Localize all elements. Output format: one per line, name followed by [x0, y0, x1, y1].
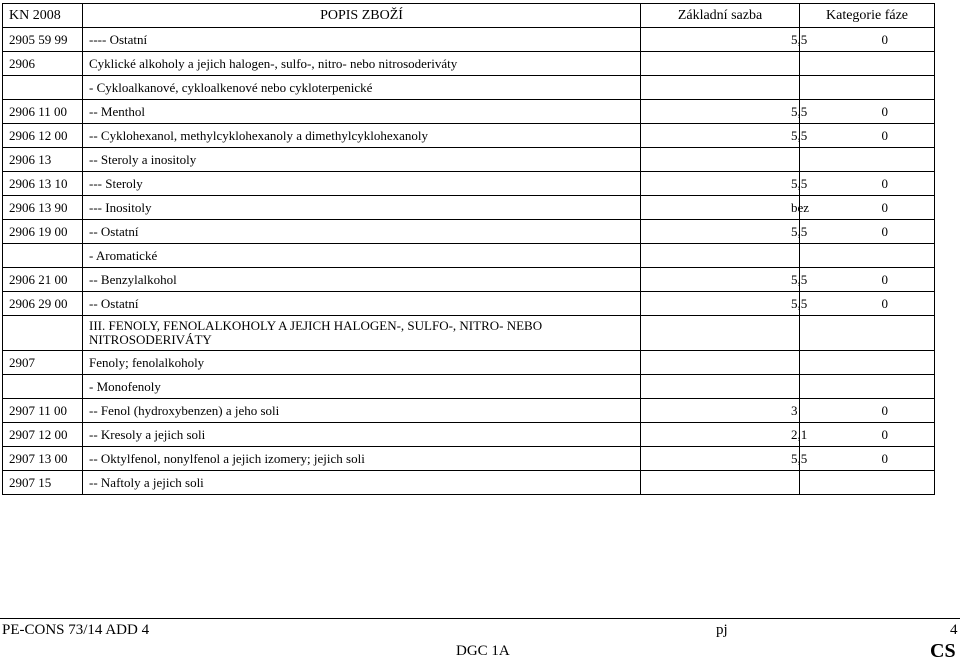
- cell-description: ---- Ostatní: [83, 28, 641, 52]
- cell-description: --- Inositoly: [83, 196, 641, 220]
- cell-kn: 2907 12 00: [3, 423, 83, 447]
- cell-base-rate: [641, 316, 800, 351]
- table-row: [3, 76, 935, 100]
- cell-description: - Monofenoly: [83, 375, 641, 399]
- cell-description: Fenoly; fenolalkoholy: [83, 351, 641, 375]
- cell-kn: 2906 21 00: [3, 268, 83, 292]
- cell-kn: 2907 11 00: [3, 399, 83, 423]
- cell-description: -- Naftoly a jejich soli: [83, 471, 641, 495]
- cell-kn: 2906 13 90: [3, 196, 83, 220]
- table-row: [3, 351, 935, 375]
- table-row: [3, 124, 935, 148]
- cell-description: - Aromatické: [83, 244, 641, 268]
- cell-description: III. FENOLY, FENOLALKOHOLY A JEJICH HALOGEN-, SULFO-, NITRO- NEBO NITROSODERIVÁTY: [83, 316, 641, 351]
- table-row: [3, 244, 935, 268]
- cell-description: -- Cyklohexanol, methylcyklohexanoly a dimethylcyklohexanoly: [83, 124, 641, 148]
- cell-description: -- Menthol: [83, 100, 641, 124]
- cell-staging-category: 0: [800, 124, 935, 148]
- tariff-table: [2, 3, 935, 495]
- table-row: [3, 471, 935, 495]
- footer-dgc: DGC 1A: [456, 643, 510, 659]
- table-row: [3, 399, 935, 423]
- cell-staging-category: 0: [800, 423, 935, 447]
- cell-kn: 2906 13 10: [3, 172, 83, 196]
- table-row: [3, 423, 935, 447]
- cell-staging-category: [800, 148, 935, 172]
- cell-staging-category: 0: [800, 196, 935, 220]
- cell-base-rate: 5,5: [641, 268, 800, 292]
- cell-kn: [3, 244, 83, 268]
- cell-staging-category: 0: [800, 292, 935, 316]
- cell-base-rate: 5,5: [641, 28, 800, 52]
- cell-base-rate: 5,5: [641, 447, 800, 471]
- cell-base-rate: 5,5: [641, 100, 800, 124]
- cell-description: -- Benzylalkohol: [83, 268, 641, 292]
- cell-base-rate: [641, 148, 800, 172]
- cell-kn: 2907 15: [3, 471, 83, 495]
- cell-description: -- Ostatní: [83, 292, 641, 316]
- cell-kn: 2906 12 00: [3, 124, 83, 148]
- table-row: [3, 52, 935, 76]
- cell-staging-category: [800, 351, 935, 375]
- table-row: [3, 196, 935, 220]
- cell-description: -- Kresoly a jejich soli: [83, 423, 641, 447]
- cell-kn: [3, 316, 83, 351]
- cell-staging-category: [800, 76, 935, 100]
- table-row: [3, 292, 935, 316]
- cell-staging-category: 0: [800, 447, 935, 471]
- cell-base-rate: 2,1: [641, 423, 800, 447]
- header-base-rate: Základní sazba: [641, 4, 800, 28]
- cell-description: -- Fenol (hydroxybenzen) a jeho soli: [83, 399, 641, 423]
- cell-kn: 2906 11 00: [3, 100, 83, 124]
- cell-kn: [3, 375, 83, 399]
- cell-kn: 2906: [3, 52, 83, 76]
- cell-kn: 2907: [3, 351, 83, 375]
- cell-base-rate: bez: [641, 196, 800, 220]
- cell-base-rate: 5,5: [641, 220, 800, 244]
- cell-staging-category: 0: [800, 172, 935, 196]
- cell-base-rate: [641, 76, 800, 100]
- footer-rule: [0, 618, 960, 619]
- table-row: [3, 172, 935, 196]
- cell-staging-category: [800, 375, 935, 399]
- cell-staging-category: 0: [800, 399, 935, 423]
- cell-staging-category: [800, 316, 935, 351]
- cell-base-rate: [641, 351, 800, 375]
- cell-staging-category: [800, 244, 935, 268]
- cell-description: --- Steroly: [83, 172, 641, 196]
- cell-staging-category: 0: [800, 220, 935, 244]
- cell-kn: 2906 13: [3, 148, 83, 172]
- cell-staging-category: 0: [800, 28, 935, 52]
- cell-base-rate: 5,5: [641, 292, 800, 316]
- cell-base-rate: [641, 471, 800, 495]
- cell-staging-category: 0: [800, 100, 935, 124]
- table-row: [3, 447, 935, 471]
- header-staging-category: Kategorie fáze: [800, 4, 935, 28]
- cell-staging-category: [800, 52, 935, 76]
- footer-page-number: 4: [950, 622, 958, 638]
- cell-base-rate: 3: [641, 399, 800, 423]
- cell-description: -- Steroly a inositoly: [83, 148, 641, 172]
- cell-description: Cyklické alkoholy a jejich halogen-, sulfo-, nitro- nebo nitrosoderiváty: [83, 52, 641, 76]
- cell-kn: 2906 29 00: [3, 292, 83, 316]
- cell-description: - Cykloalkanové, cykloalkenové nebo cykloterpenické: [83, 76, 641, 100]
- cell-description: -- Oktylfenol, nonylfenol a jejich izomery; jejich soli: [83, 447, 641, 471]
- cell-description: -- Ostatní: [83, 220, 641, 244]
- cell-base-rate: 5,5: [641, 124, 800, 148]
- cell-kn: [3, 76, 83, 100]
- table-row: [3, 100, 935, 124]
- cell-base-rate: [641, 375, 800, 399]
- footer-language: CS: [930, 640, 956, 662]
- cell-staging-category: [800, 471, 935, 495]
- cell-kn: 2905 59 99: [3, 28, 83, 52]
- table-row: [3, 148, 935, 172]
- cell-base-rate: 5,5: [641, 172, 800, 196]
- footer-initials: pj: [716, 622, 728, 638]
- header-description: POPIS ZBOŽÍ: [83, 4, 641, 28]
- table-row: [3, 220, 935, 244]
- cell-staging-category: 0: [800, 268, 935, 292]
- cell-kn: 2906 19 00: [3, 220, 83, 244]
- table-row: [3, 316, 935, 351]
- table-header-row: [3, 4, 935, 28]
- header-kn: KN 2008: [3, 4, 83, 28]
- cell-base-rate: [641, 52, 800, 76]
- table-body: [3, 28, 935, 495]
- table-row: [3, 268, 935, 292]
- table-row: [3, 28, 935, 52]
- footer-doc-ref: PE-CONS 73/14 ADD 4: [2, 622, 150, 638]
- table-row: [3, 375, 935, 399]
- cell-kn: 2907 13 00: [3, 447, 83, 471]
- cell-base-rate: [641, 244, 800, 268]
